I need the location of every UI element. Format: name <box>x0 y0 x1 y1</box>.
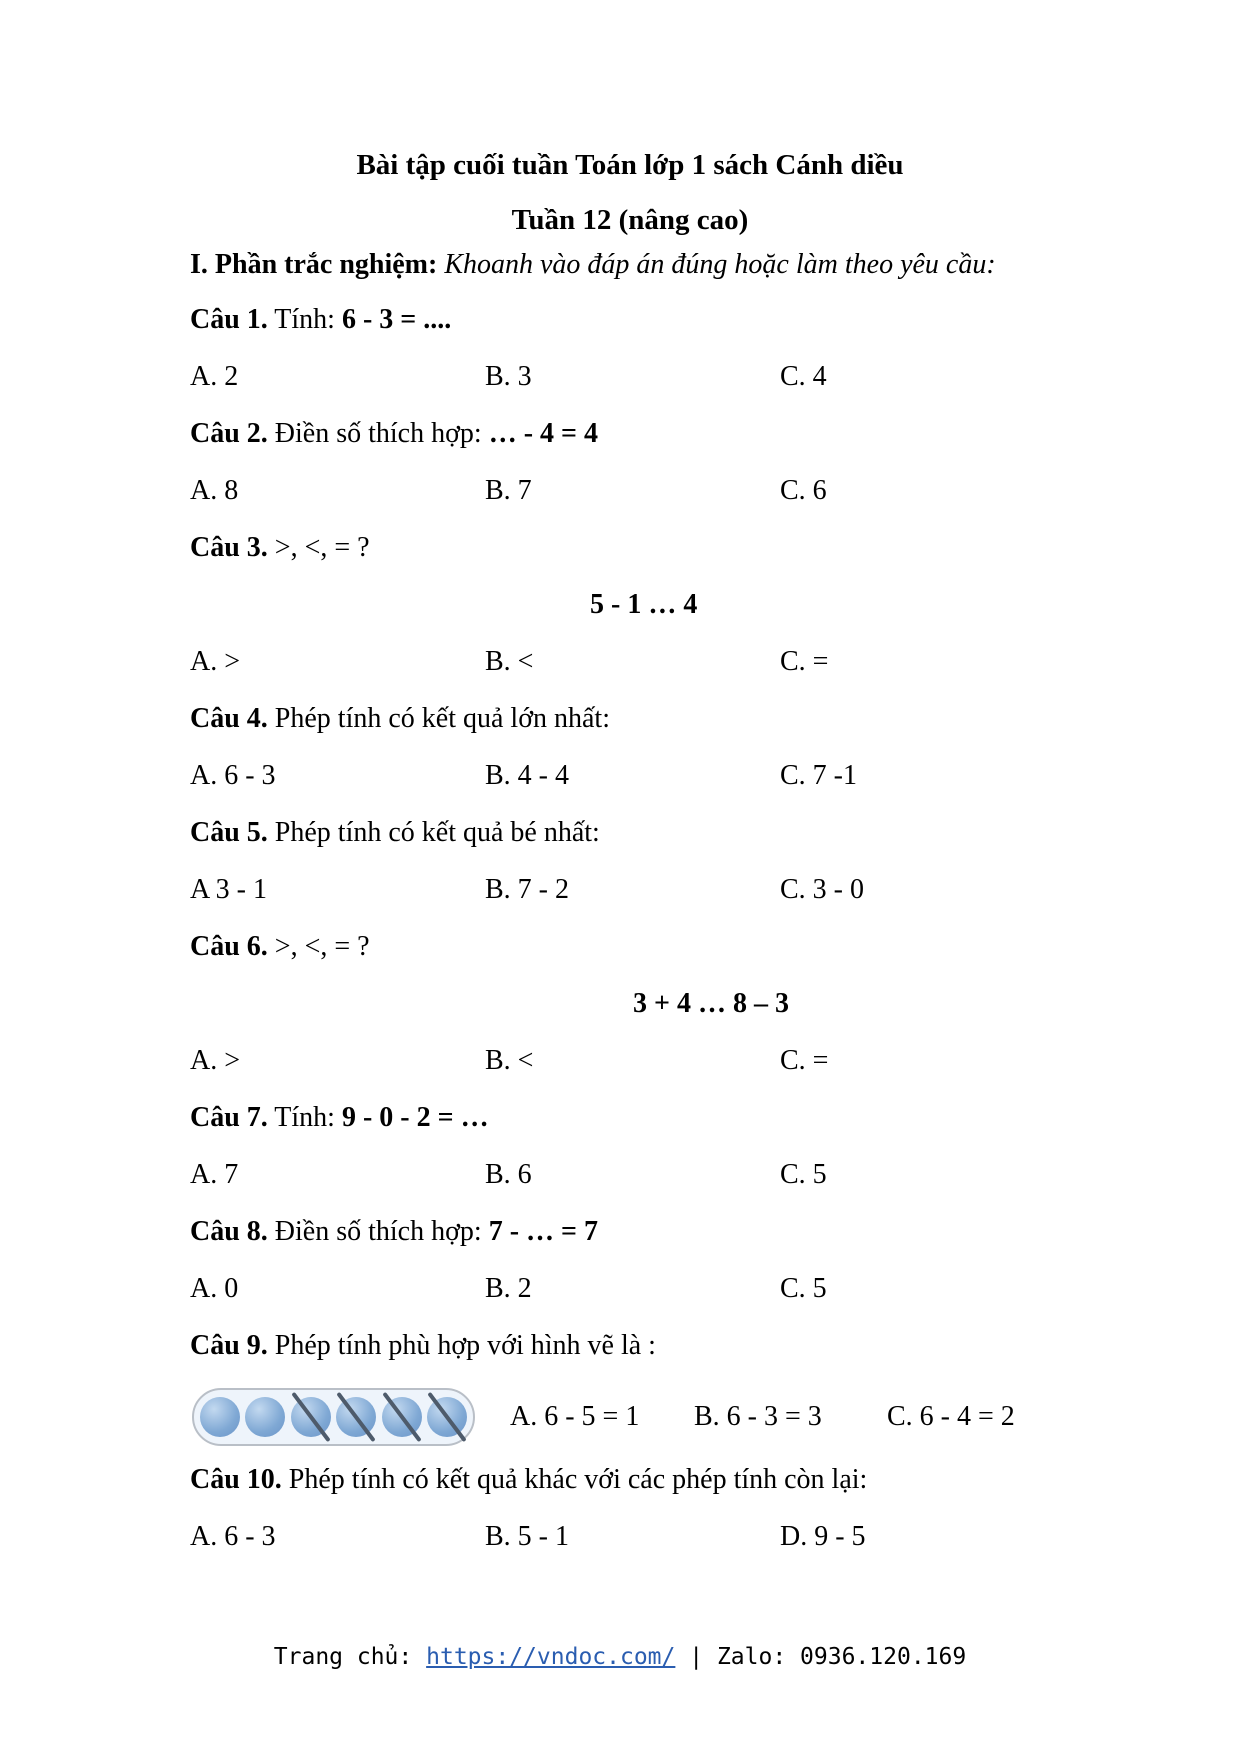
option-c: C. 3 - 0 <box>780 874 864 905</box>
question-8-options <box>190 1274 1070 1304</box>
question-8-expression: 7 - … = 7 <box>488 1216 598 1247</box>
question-2-options <box>190 476 1070 506</box>
cross-out-slash <box>337 1392 376 1442</box>
option-c: C. 6 - 4 = 2 <box>887 1401 1015 1432</box>
question-3-options <box>190 647 1070 677</box>
option-b: B. 6 - 3 = 3 <box>694 1401 822 1432</box>
question-6-options <box>190 1046 1070 1076</box>
question-5-options <box>190 875 1070 905</box>
counters-figure <box>192 1388 475 1446</box>
question-6-label: Câu 6. <box>190 931 268 962</box>
question-6-equation: 3 + 4 … 8 – 3 <box>633 988 789 1019</box>
question-8-label: Câu 8. <box>190 1216 268 1247</box>
option-a: A. 6 - 5 = 1 <box>510 1401 640 1432</box>
footer-contact: Zalo: 0936.120.169 <box>716 1644 967 1670</box>
option-b: B. 5 - 1 <box>485 1521 569 1552</box>
question-3-prompt: >, <, = ? <box>274 532 370 563</box>
footer-separator: | <box>689 1644 704 1670</box>
cross-out-slash <box>291 1392 330 1442</box>
counter-circle <box>427 1397 467 1437</box>
question-3-equation: 5 - 1 … 4 <box>590 589 698 620</box>
option-c: C. 5 <box>780 1159 827 1190</box>
question-7-options <box>190 1160 1070 1190</box>
question-5-heading <box>190 818 1070 848</box>
question-6-prompt: >, <, = ? <box>274 931 370 962</box>
cross-out-slash <box>382 1392 421 1442</box>
section-heading <box>190 250 1070 280</box>
question-7-expression: 9 - 0 - 2 = … <box>341 1102 489 1133</box>
question-9-figure-row <box>190 1388 1070 1450</box>
option-a: A. 2 <box>190 361 239 392</box>
question-4-prompt: Phép tính có kết quả lớn nhất: <box>274 703 610 734</box>
question-10-heading <box>190 1465 1070 1495</box>
question-5-label: Câu 5. <box>190 817 268 848</box>
question-1-expression: 6 - 3 = .... <box>341 304 452 335</box>
option-b: B. 4 - 4 <box>485 760 569 791</box>
option-c: C. = <box>780 646 829 677</box>
question-4-label: Câu 4. <box>190 703 268 734</box>
option-c: C. 7 -1 <box>780 760 857 791</box>
option-a: A. 0 <box>190 1273 239 1304</box>
question-3-label: Câu 3. <box>190 532 268 563</box>
option-c: C. 5 <box>780 1273 827 1304</box>
option-c: C. 6 <box>780 475 827 506</box>
page-footer <box>0 1642 1240 1672</box>
option-b: B. 3 <box>485 361 532 392</box>
option-a: A. > <box>190 646 241 677</box>
question-7-label: Câu 7. <box>190 1102 268 1133</box>
worksheet-content <box>190 150 1070 1579</box>
homepage-link[interactable]: https://vndoc.com/ <box>426 1644 676 1670</box>
option-b: B. 6 <box>485 1159 532 1190</box>
question-8-prompt: Điền số thích hợp: <box>274 1216 482 1247</box>
option-a: A 3 - 1 <box>190 874 267 905</box>
option-a: A. 6 - 3 <box>190 1521 276 1552</box>
question-2-heading <box>190 419 1070 449</box>
question-8-heading <box>190 1217 1070 1247</box>
question-2-prompt: Điền số thích hợp: <box>274 418 482 449</box>
question-5-prompt: Phép tính có kết quả bé nhất: <box>274 817 600 848</box>
page-subtitle: Tuần 12 (nâng cao) <box>511 204 749 236</box>
question-1-options <box>190 362 1070 392</box>
question-6-heading <box>190 932 1070 962</box>
counter-circle <box>200 1397 240 1437</box>
counter-circle <box>382 1397 422 1437</box>
footer-prefix: Trang chủ: <box>273 1644 413 1670</box>
question-1-prompt: Tính: <box>274 304 335 335</box>
question-9-heading <box>190 1331 1070 1361</box>
question-10-options <box>190 1522 1070 1552</box>
question-9-label: Câu 9. <box>190 1330 268 1361</box>
section-label: I. Phần trắc nghiệm: <box>190 249 438 280</box>
question-10-prompt: Phép tính có kết quả khác với các phép tính còn lại: <box>288 1464 868 1495</box>
section-instruction: Khoanh vào đáp án đúng hoặc làm theo yêu cầu: <box>444 249 996 280</box>
cross-out-slash <box>428 1392 467 1442</box>
counter-circle <box>291 1397 331 1437</box>
question-10-label: Câu 10. <box>190 1464 282 1495</box>
counter-circle <box>336 1397 376 1437</box>
option-b: B. 7 - 2 <box>485 874 569 905</box>
question-4-heading <box>190 704 1070 734</box>
question-9-prompt: Phép tính phù hợp với hình vẽ là : <box>274 1330 656 1361</box>
option-c: C. = <box>780 1045 829 1076</box>
option-d: D. 9 - 5 <box>780 1521 866 1552</box>
page-title: Bài tập cuối tuần Toán lớp 1 sách Cánh diều <box>356 149 904 181</box>
option-b: B. < <box>485 646 534 677</box>
question-2-label: Câu 2. <box>190 418 268 449</box>
option-a: A. 6 - 3 <box>190 760 276 791</box>
question-4-options <box>190 761 1070 791</box>
question-7-prompt: Tính: <box>274 1102 335 1133</box>
option-b: B. 2 <box>485 1273 532 1304</box>
question-2-expression: … - 4 = 4 <box>488 418 598 449</box>
question-1-heading <box>190 305 1070 335</box>
question-1-label: Câu 1. <box>190 304 268 335</box>
option-a: A. > <box>190 1045 241 1076</box>
question-3-heading <box>190 533 1070 563</box>
option-a: A. 8 <box>190 475 239 506</box>
option-b: B. < <box>485 1045 534 1076</box>
counter-circle <box>245 1397 285 1437</box>
question-7-heading <box>190 1103 1070 1133</box>
option-c: C. 4 <box>780 361 827 392</box>
option-a: A. 7 <box>190 1159 239 1190</box>
option-b: B. 7 <box>485 475 532 506</box>
